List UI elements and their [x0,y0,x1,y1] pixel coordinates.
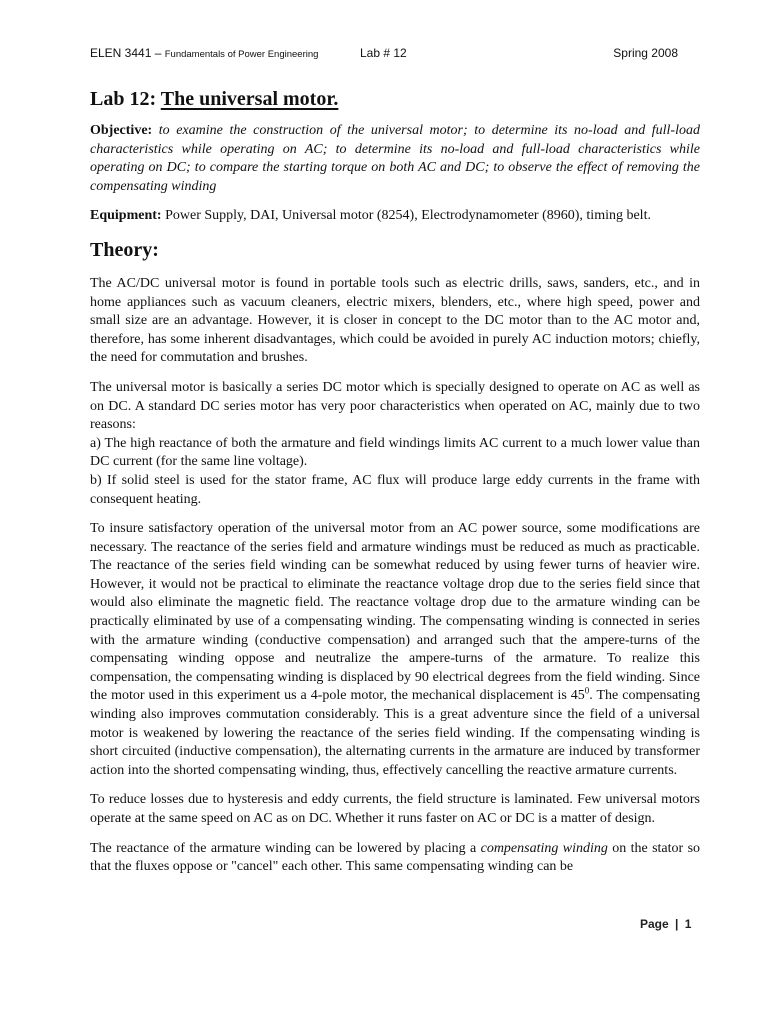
page-footer [640,917,691,931]
theory-paragraph-3 [90,520,700,780]
page-header [90,46,700,64]
page-label: Page [640,917,669,931]
document-body [90,86,700,888]
theory-paragraph-2 [90,379,700,509]
page-separator: | [675,917,679,931]
objective-text: to examine the construction of the universal motor; to determine its no-load and full-load characteristics while operating on AC; to determine its no-load and full-load characteristics while operating on DC; to compare the starting torque on both AC and DC; to observe the effect of removing the compensating winding [90,123,700,194]
objective-label: Objective: [90,123,153,138]
emphasis-compensating-winding: compensating winding [480,840,608,856]
reason-a: a) The high reactance of both the armature and field windings limits AC current to a much lower value than DC current (for the same line voltage). [90,435,700,470]
course-name: Fundamentals of Power Engineering [164,49,319,60]
theory-heading: Theory: [90,238,159,261]
theory-paragraph-4: To reduce losses due to hysteresis and eddy currents, the field structure is laminated. Few universal motors operate at the same speed on AC as on DC. Whether it runs faster on AC or DC is a matter of design. [90,792,700,826]
equipment-paragraph [90,207,700,226]
title-prefix: Lab 12: [90,88,157,110]
theory-paragraph-5-part1: The reactance of the armature winding can be lowered by placing a [90,840,481,856]
degree-superscript: 0 [584,685,590,696]
theory-paragraph-5-part2: on the stator so that the fluxes oppose or "cancel" each other. This same compensating winding can be [90,840,701,875]
theory-paragraph-2-intro: The universal motor is basically a series DC motor which is specially designed to operate on AC as well as on DC. A standard DC series motor has very poor characteristics when operated on AC, mainly due to two reasons: [90,379,700,433]
reason-b: b) If solid steel is used for the stator frame, AC flux will produce large eddy currents in the frame with consequent heating. [90,472,700,507]
page-number: 1 [684,917,692,931]
theory-paragraph-3-part1: To insure satisfactory operation of the universal motor from an AC power source, some modifications are necessary. The reactance of the series field and armature windings must be reduced as much as practicable. The reactance of the series field winding can be somewhat reduced by using fewer turns of heavier wire. However, it would not be practical to eliminate the reactance voltage drop due to the series field since that would also eliminate the magnetic field. The reactance voltage drop due to the armature winding can be practically eliminated by use of a compensating winding. The compensating winding is connected in series with the armature winding (conductive compensation) and arranged such that the ampere-turns of the compensating winding oppose and neutralize the ampere-turns of the armature. To realize this compensation, the compensating winding is displaced by 90 electrical degrees from the field winding. Since the motor used in this experiment us a 4-pole motor, the mechanical displacement is 45 [90,521,700,704]
equipment-text: Power Supply, DAI, Universal motor (8254), Electrodynamometer (8960), timing belt. [165,208,651,224]
course-code: ELEN 3441 – [90,46,162,60]
course-info [90,46,318,60]
theory-paragraph-5 [90,840,700,877]
theory-paragraph-3-part2: . The compensating winding also improves commutation considerably. This is a great adventure since the field of a universal motor is weakened by lowering the reactance of the series field winding. If the compensating winding is short circuited (inductive compensation), the alternating currents in the armature are induced by transformer action into the shorted compensating winding, thus, effectively cancelling the reactive armature currents. [90,688,700,778]
theory-paragraph-1: The AC/DC universal motor is found in portable tools such as electric drills, saws, sanders, etc., and in home appliances such as vacuum cleaners, electric mixers, blenders, etc., where high speed, power and small size are an advantage. However, it is closer in concept to the DC motor than to the AC motor and, therefore, has some inherent disadvantages, which could be avoided in purely AC induction motors; chiefly, the need for commutation and brushes. [90,275,700,366]
document-title [90,86,700,112]
equipment-label: Equipment: [90,208,162,224]
title-main: The universal motor. [160,88,339,110]
lab-number: Lab # 12 [360,46,407,60]
term: Spring 2008 [613,46,678,60]
objective-paragraph [90,122,700,196]
